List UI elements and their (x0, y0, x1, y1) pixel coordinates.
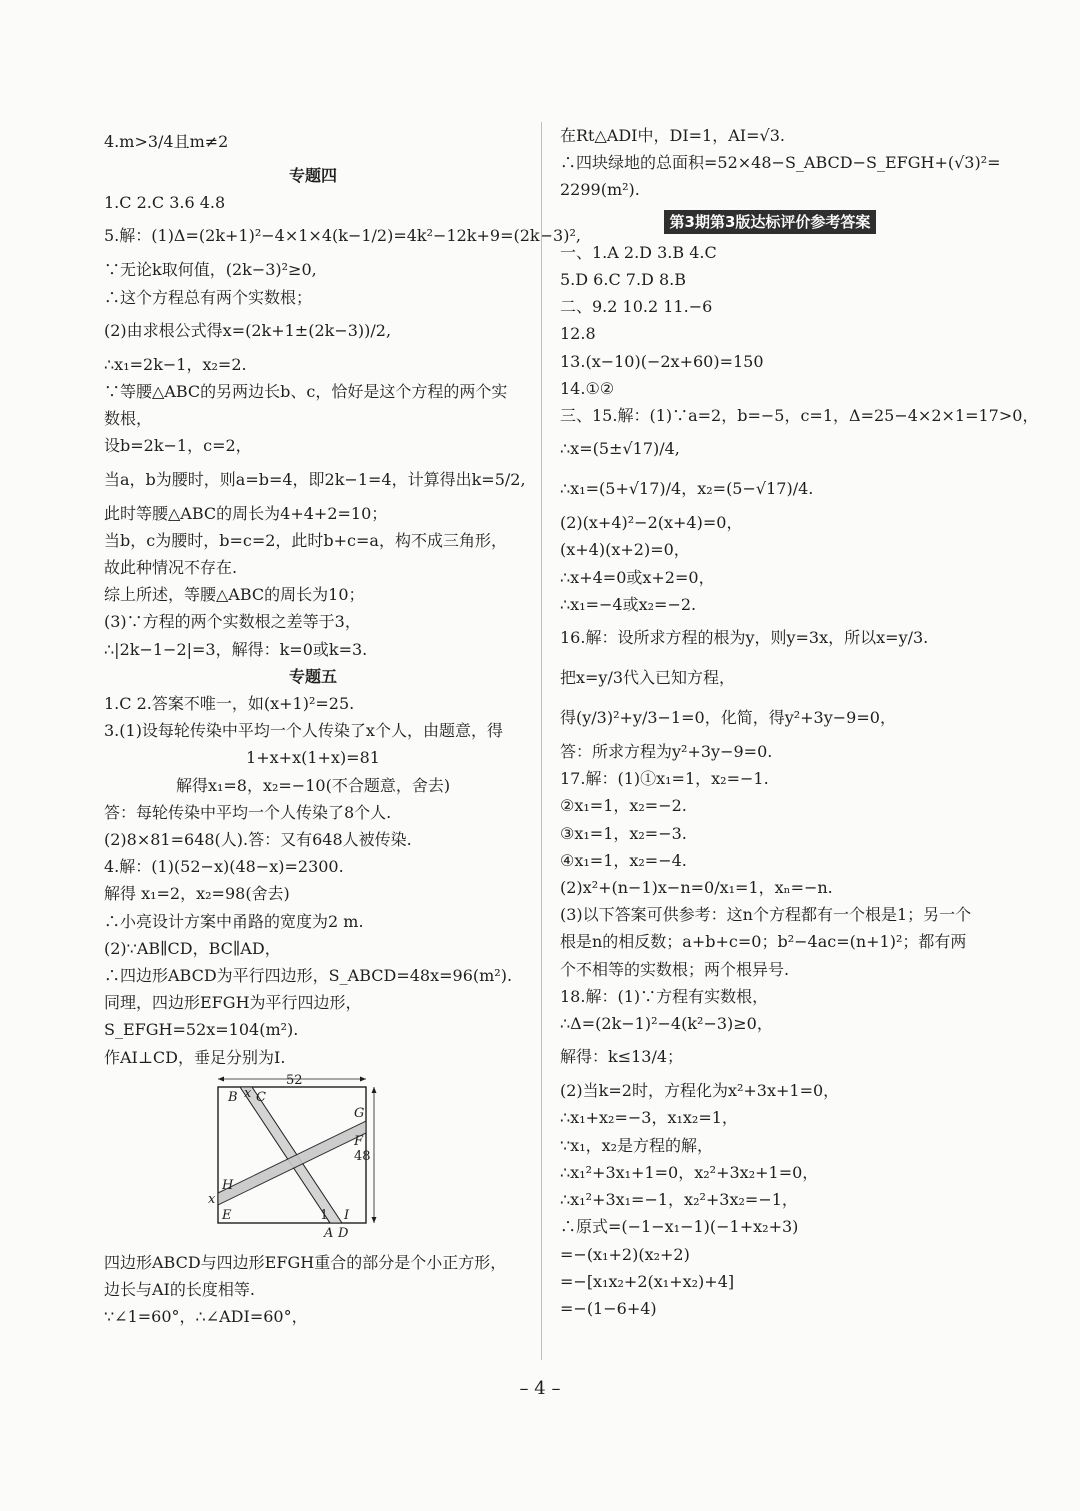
text-line: ∴x₁²+3x₁+1=0，x₂²+3x₂+1=0， (560, 1162, 819, 1182)
text-line: 同理，四边形EFGH为平行四边形， (104, 993, 362, 1013)
text-line: 4.m>3/4且m≠2 (104, 132, 229, 151)
text-line: 答：每轮传染中平均一个人传染了8个人. (104, 802, 392, 822)
text-line: ∴x₁=(5+√17)/4，x₂=(5−√17)/4. (560, 479, 814, 499)
text-line: ∴原式=(−1−x₁−1)(−1+x₂+3) (560, 1217, 799, 1237)
text-line: 当b，c为腰时，b=c=2，此时b+c=a，构不成三角形， (104, 530, 507, 550)
road-efgh (218, 1121, 366, 1205)
text-line: 专题四 (288, 166, 337, 185)
text-line: 当a，b为腰时，则a=b=4，即2k−1=4，计算得出k=5/2, (104, 469, 526, 489)
label-b: B (228, 1089, 238, 1105)
text-line: ∴四边形ABCD为平行四边形，S_ABCD=48x=96(m²). (104, 966, 513, 986)
text-line: 三、15.解：(1)∵a=2，b=−5，c=1，Δ=25−4×2×1=17>0， (560, 406, 1039, 426)
text-line: ∵∠1=60°，∴∠ADI=60°， (104, 1307, 308, 1327)
text-line: 13.(x−10)(−2x+60)=150 (560, 351, 764, 371)
label-g: G (354, 1105, 365, 1121)
text-line: 一、1.A 2.D 3.B 4.C (560, 242, 717, 262)
label-e: E (222, 1207, 232, 1223)
label-a: A (324, 1225, 334, 1241)
text-line: 此时等腰△ABC的周长为4+4+2=10； (104, 503, 388, 523)
text-line: 5.解：(1)Δ=(2k+1)²−4×1×4(k−1/2)=4k²−12k+9=(2k−3)², (104, 226, 581, 246)
text-line: ∴|2k−1−2|=3，解得：k=0或k=3. (104, 639, 368, 659)
text-line: 专题五 (288, 666, 337, 686)
text-line: ∴x+4=0或x+2=0， (560, 567, 715, 587)
text-line: ∵无论k取何值，(2k−3)²≥0, (104, 260, 317, 280)
text-line: (2)x²+(n−1)x−n=0/x₁=1，xₙ=−n. (560, 878, 833, 898)
text-line: 1.C 2.C 3.6 4.8 (104, 193, 226, 213)
text-line: 二、9.2 10.2 11.−6 (560, 297, 713, 317)
text-line: 在Rt△ADI中，DI=1，AI=√3. (560, 126, 785, 145)
left-text-block-2 (104, 1249, 522, 1331)
text-line: 把x=y/3代入已知方程， (560, 668, 736, 688)
text-line: ∴四块绿地的总面积=52×48−S_ABCD−S_EFGH+(√3)²= (560, 153, 1001, 173)
width-arrow-right (360, 1076, 366, 1081)
label-h: H (222, 1177, 234, 1193)
label-f: F (354, 1133, 364, 1149)
height-arrow-top (372, 1087, 377, 1093)
text-line: ∴x₁²+3x₁=−1，x₂²+3x₂=−1， (560, 1190, 798, 1210)
text-line: ∴Δ=(2k−1)²−4(k²−3)≥0， (560, 1014, 773, 1034)
right-column (560, 122, 1039, 1322)
text-line: ③x₁=1，x₂=−3. (560, 823, 687, 843)
text-line: ②x₁=1，x₂=−2. (560, 796, 687, 816)
text-line: 综上所述，等腰△ABC的周长为10； (104, 585, 365, 605)
text-line: 1.C 2.答案不唯一，如(x+1)²=25. (104, 694, 355, 714)
text-line: 解得：k≤13/4； (560, 1047, 684, 1067)
text-line: ∴x₁=2k−1，x₂=2. (104, 354, 247, 374)
text-line: (2)8×81=648(人).答：又有648人被传染. (104, 830, 412, 850)
label-one: 1 (320, 1207, 329, 1223)
text-line: S_EFGH=52x=104(m²). (104, 1020, 299, 1040)
label-x-left: x (208, 1191, 216, 1207)
text-line: (3)∵方程的两个实数根之差等于3， (104, 612, 361, 632)
text-line: 得(y/3)²+y/3−1=0，化简，得y²+3y−9=0， (560, 708, 896, 728)
text-line: ④x₁=1，x₂=−4. (560, 850, 687, 870)
road-figure (208, 1072, 380, 1243)
text-line: (2)∵AB∥CD，BC∥AD， (104, 938, 281, 958)
text-line: =−(1−6+4) (560, 1298, 657, 1318)
text-line: 解得 x₁=2，x₂=98(舍去) (104, 884, 290, 904)
text-line: 16.解：设所求方程的根为y，则y=3x，所以x=y/3. (560, 628, 929, 648)
text-line: 14.①② (560, 378, 615, 398)
text-line: 1+x+x(1+x)=81 (246, 748, 380, 768)
text-line: =−(x₁+2)(x₂+2) (560, 1244, 690, 1264)
label-width: 52 (286, 1072, 303, 1088)
text-line: (2)当k=2时，方程化为x²+3x+1=0， (560, 1081, 840, 1101)
text-line: 3.(1)设每轮传染中平均一个人传染了x个人，由题意，得 (104, 721, 503, 741)
text-line: ∴x₁+x₂=−3，x₁x₂=1， (560, 1108, 738, 1128)
text-line: (x+4)(x+2)=0， (560, 540, 690, 560)
text-line: 18.解：(1)∵方程有实数根， (560, 986, 769, 1006)
width-arrow-left (218, 1076, 224, 1081)
right-text-top (560, 122, 1001, 204)
text-line: 四边形ABCD与四边形EFGH重合的部分是个小正方形，边长与AI的长度相等. (104, 1252, 507, 1300)
text-line: 故此种情况不存在. (104, 558, 238, 578)
label-d: D (338, 1225, 349, 1241)
text-line: ∴小亮设计方案中甬路的宽度为2 m. (104, 911, 364, 931)
column-divider (541, 122, 542, 1360)
label-i: I (344, 1207, 350, 1223)
label-c: C (256, 1089, 266, 1105)
text-line: ∵等腰△ABC的另两边长b、c，恰好是这个方程的两个实数根， (104, 382, 508, 429)
section-banner: 第3期第3版达标评价参考答案 (664, 210, 877, 234)
text-line: ∴x=(5±√17)/4, (560, 439, 680, 459)
text-line: (2)由求根公式得x=(2k+1±(2k−3))/2, (104, 320, 392, 340)
text-line: 设b=2k−1，c=2， (104, 436, 252, 456)
right-text-block (560, 239, 1039, 1322)
road-abcd (240, 1087, 342, 1223)
text-line: (2)(x+4)²−2(x+4)=0， (560, 513, 743, 533)
label-x-top: x (244, 1085, 252, 1101)
text-line: 2299(m²). (560, 180, 640, 200)
height-arrow-bottom (372, 1217, 377, 1223)
label-height: 48 (354, 1148, 371, 1164)
text-line: ∵x₁，x₂是方程的解， (560, 1135, 714, 1155)
text-line: 解得x₁=8，x₂=−10(不合题意，舍去) (175, 775, 451, 795)
text-line: 12.8 (560, 324, 596, 344)
text-line: ∴x₁=−4或x₂=−2. (560, 594, 697, 614)
section-banner-wrap (560, 208, 980, 235)
text-line: 4.解：(1)(52−x)(48−x)=2300. (104, 857, 344, 877)
text-line: 17.解：(1)①x₁=1，x₂=−1. (560, 769, 769, 789)
text-line: 答：所求方程为y²+3y−9=0. (560, 742, 773, 762)
text-line: ∴这个方程总有两个实数根； (104, 287, 313, 307)
text-line: (3)以下答案可供参考：这n个方程都有一个根是1；另一个根是n的相反数；a+b+c=0；b²−4ac=(n+1)²；都有两个不相等的实数根；两个根异号. (560, 905, 972, 979)
text-line: 5.D 6.C 7.D 8.B (560, 270, 686, 290)
page-number: – 4 – (519, 1378, 561, 1399)
text-line: 作AI⊥CD，垂足分别为I. (104, 1047, 286, 1067)
text-line: =−[x₁x₂+2(x₁+x₂)+4] (560, 1271, 735, 1291)
